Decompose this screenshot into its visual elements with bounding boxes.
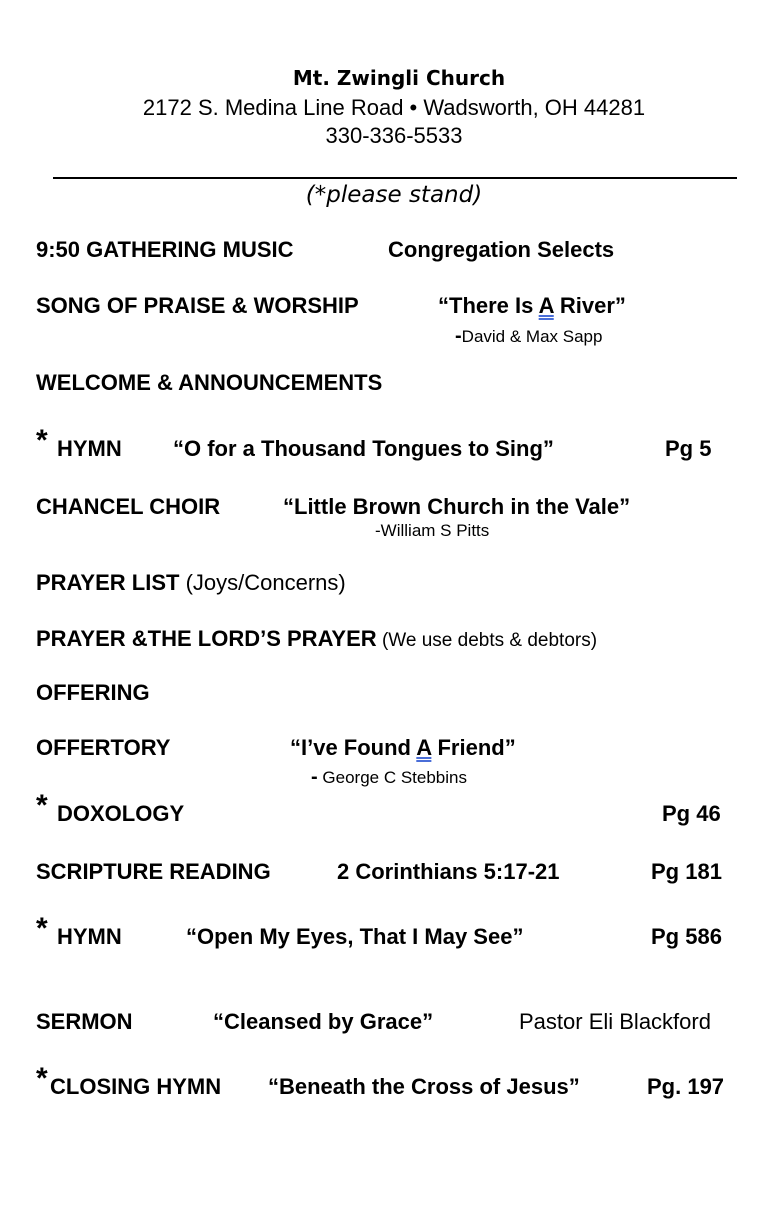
hymn2-label: HYMN [57,924,122,949]
hymn1-title: “O for a Thousand Tongues to Sing” [173,436,554,461]
stand-marker: * [36,424,48,457]
choir-title: “Little Brown Church in the Vale” [283,494,631,519]
praise-credit: -David & Max Sapp [455,325,603,347]
praise-label: SONG OF PRAISE & WORSHIP [36,293,359,318]
offertory-credit: - George C Stebbins [311,766,467,788]
closing-label: CLOSING HYMN [50,1074,222,1099]
header-divider [53,177,737,179]
closing-title: “Beneath the Cross of Jesus” [268,1074,580,1099]
offertory-label: OFFERTORY [36,735,171,760]
offertory-title: “I’ve Found A Friend” [290,735,516,760]
prayer-list-line: PRAYER LIST (Joys/Concerns) [36,570,346,595]
offering-label: OFFERING [36,680,150,705]
choir-credit: -William S Pitts [375,521,490,540]
stand-marker: * [36,789,48,822]
scripture-page: Pg 181 [651,859,722,884]
scripture-label: SCRIPTURE READING [36,859,271,884]
gathering-detail: Congregation Selects [388,237,615,262]
stand-note: (*please stand) [305,182,483,208]
church-name: Mt. Zwingli Church [292,66,506,90]
church-phone: 330-336-5533 [325,123,463,148]
hymn1-label: HYMN [57,436,122,461]
closing-page: Pg. 197 [647,1074,725,1099]
hymn1-page: Pg 5 [665,436,712,461]
doxology-label: DOXOLOGY [57,801,185,826]
scripture-reference: 2 Corinthians 5:17-21 [337,859,560,884]
welcome-label: WELCOME & ANNOUNCEMENTS [36,370,383,395]
doxology-page: Pg 46 [662,801,721,826]
sermon-preacher: Pastor Eli Blackford [519,1009,711,1034]
stand-marker: * [36,1062,48,1095]
lords-prayer-line: PRAYER &THE LORD’S PRAYER (We use debts & debtors) [36,626,598,651]
hymn2-page: Pg 586 [651,924,722,949]
stand-marker: * [36,912,48,945]
sermon-title: “Cleansed by Grace” [213,1009,434,1034]
hymn2-title: “Open My Eyes, That I May See” [186,924,524,949]
praise-song-title: “There Is A River” [438,293,626,318]
choir-label: CHANCEL CHOIR [36,494,221,519]
church-address: 2172 S. Medina Line Road • Wadsworth, OH 44281 [142,95,646,120]
sermon-label: SERMON [36,1009,133,1034]
gathering-label: 9:50 GATHERING MUSIC [36,237,294,262]
